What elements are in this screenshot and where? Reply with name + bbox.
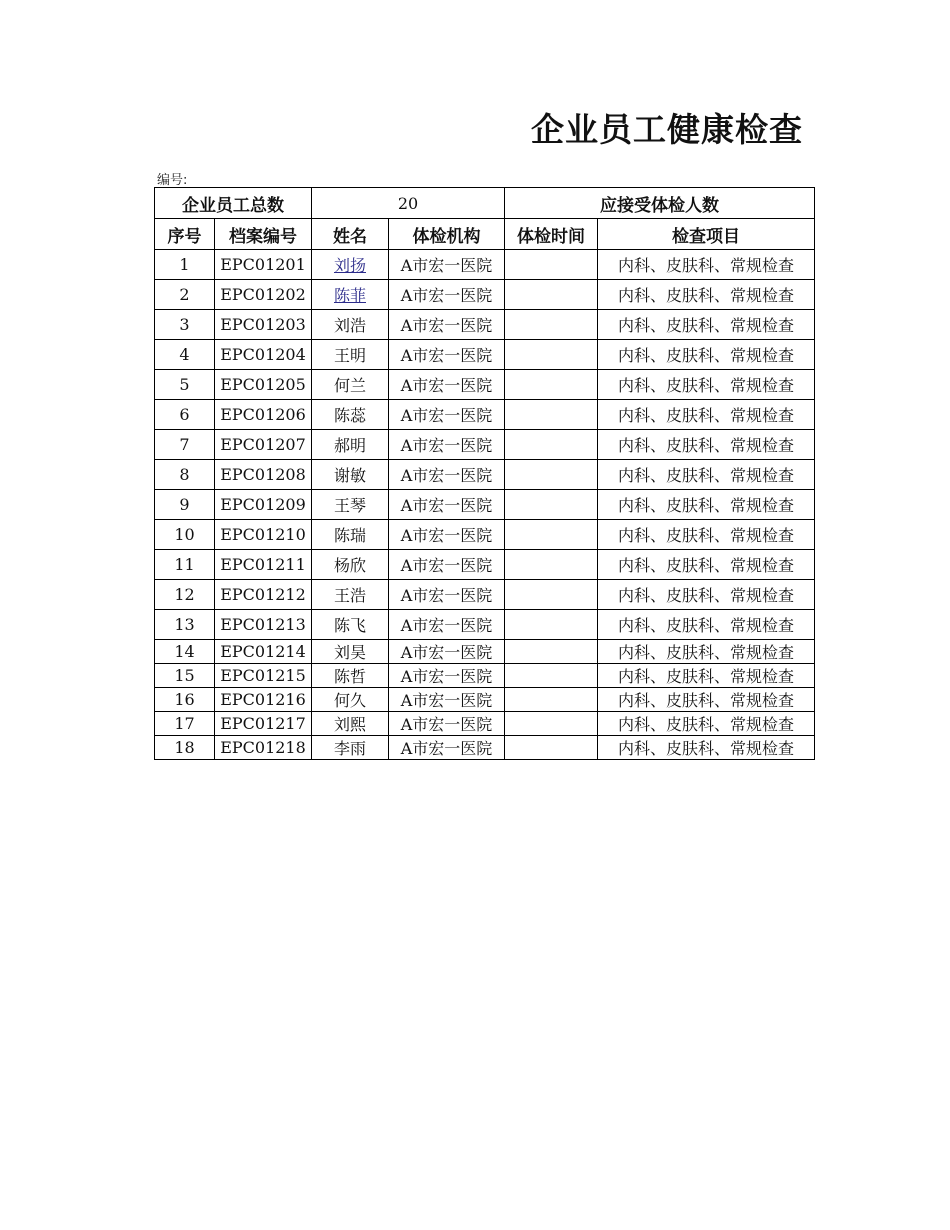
cell-serial-no[interactable]: 10 (155, 520, 215, 550)
cell-institution[interactable]: A市宏一医院 (389, 640, 505, 664)
table-row (155, 340, 815, 370)
cell-name[interactable]: 陈蕊 (312, 400, 389, 430)
cell-exam-time[interactable] (505, 640, 598, 664)
cell-institution[interactable]: A市宏一医院 (389, 520, 505, 550)
cell-file-id[interactable]: EPC01218 (215, 736, 312, 760)
cell-name[interactable]: 刘熙 (312, 712, 389, 736)
cell-serial-no[interactable]: 8 (155, 460, 215, 490)
cell-file-id[interactable]: EPC01201 (215, 250, 312, 280)
summary-row (155, 188, 815, 219)
cell-institution[interactable]: A市宏一医院 (389, 430, 505, 460)
cell-institution[interactable]: A市宏一医院 (389, 550, 505, 580)
table-row (155, 712, 815, 736)
cell-exam-time[interactable] (505, 310, 598, 340)
cell-name[interactable]: 刘浩 (312, 310, 389, 340)
cell-name[interactable]: 何久 (312, 688, 389, 712)
cell-exam-time[interactable] (505, 460, 598, 490)
cell-file-id[interactable]: EPC01207 (215, 430, 312, 460)
cell-institution[interactable]: A市宏一医院 (389, 490, 505, 520)
cell-institution[interactable]: A市宏一医院 (389, 310, 505, 340)
cell-exam-items[interactable]: 内科、皮肤科、常规检查 (598, 640, 815, 664)
cell-exam-items[interactable]: 内科、皮肤科、常规检查 (598, 490, 815, 520)
cell-exam-time[interactable] (505, 490, 598, 520)
page-title: 企业员工健康检查 (531, 110, 803, 149)
cell-serial-no[interactable]: 1 (155, 250, 215, 280)
cell-name[interactable]: 谢敏 (312, 460, 389, 490)
cell-exam-items[interactable]: 内科、皮肤科、常规检查 (598, 460, 815, 490)
cell-name[interactable]: 王琴 (312, 490, 389, 520)
cell-exam-items[interactable]: 内科、皮肤科、常规检查 (598, 736, 815, 760)
cell-file-id[interactable]: EPC01204 (215, 340, 312, 370)
header-row (155, 219, 815, 250)
cell-name[interactable]: 陈菲 (312, 280, 389, 310)
cell-exam-time[interactable] (505, 580, 598, 610)
cell-institution[interactable]: A市宏一医院 (389, 736, 505, 760)
cell-institution[interactable]: A市宏一医院 (389, 460, 505, 490)
table-row (155, 280, 815, 310)
cell-serial-no[interactable]: 11 (155, 550, 215, 580)
cell-institution[interactable]: A市宏一医院 (389, 580, 505, 610)
header-exam-time: 体检时间 (505, 219, 598, 250)
table-row (155, 250, 815, 280)
cell-serial-no[interactable]: 9 (155, 490, 215, 520)
cell-exam-items[interactable]: 内科、皮肤科、常规检查 (598, 550, 815, 580)
cell-exam-items[interactable]: 内科、皮肤科、常规检查 (598, 664, 815, 688)
employee-checkup-table (154, 187, 815, 760)
cell-institution[interactable]: A市宏一医院 (389, 370, 505, 400)
table-row (155, 430, 815, 460)
cell-name[interactable]: 何兰 (312, 370, 389, 400)
cell-serial-no[interactable]: 6 (155, 400, 215, 430)
cell-file-id[interactable]: EPC01212 (215, 580, 312, 610)
cell-exam-time[interactable] (505, 736, 598, 760)
cell-serial-no[interactable]: 13 (155, 610, 215, 640)
cell-serial-no[interactable]: 16 (155, 688, 215, 712)
header-exam-items: 检查项目 (598, 219, 815, 250)
cell-name[interactable]: 陈飞 (312, 610, 389, 640)
cell-exam-items[interactable]: 内科、皮肤科、常规检查 (598, 712, 815, 736)
cell-file-id[interactable]: EPC01215 (215, 664, 312, 688)
cell-institution[interactable]: A市宏一医院 (389, 712, 505, 736)
cell-serial-no[interactable]: 3 (155, 310, 215, 340)
cell-institution[interactable]: A市宏一医院 (389, 250, 505, 280)
cell-file-id[interactable]: EPC01214 (215, 640, 312, 664)
cell-serial-no[interactable]: 18 (155, 736, 215, 760)
cell-file-id[interactable]: EPC01211 (215, 550, 312, 580)
cell-serial-no[interactable]: 12 (155, 580, 215, 610)
cell-exam-items[interactable]: 内科、皮肤科、常规检查 (598, 250, 815, 280)
cell-exam-time[interactable] (505, 664, 598, 688)
cell-name[interactable]: 杨欣 (312, 550, 389, 580)
header-serial-no: 序号 (155, 219, 215, 250)
cell-exam-time[interactable] (505, 340, 598, 370)
cell-exam-time[interactable] (505, 370, 598, 400)
cell-name[interactable]: 王明 (312, 340, 389, 370)
table-row (155, 490, 815, 520)
cell-file-id[interactable]: EPC01202 (215, 280, 312, 310)
cell-exam-time[interactable] (505, 688, 598, 712)
total-employees-value[interactable]: 20 (312, 188, 505, 219)
table-row (155, 736, 815, 760)
cell-institution[interactable]: A市宏一医院 (389, 610, 505, 640)
cell-file-id[interactable]: EPC01203 (215, 310, 312, 340)
cell-exam-time[interactable] (505, 250, 598, 280)
cell-exam-time[interactable] (505, 430, 598, 460)
table-row (155, 640, 815, 664)
cell-institution[interactable]: A市宏一医院 (389, 280, 505, 310)
cell-exam-items[interactable]: 内科、皮肤科、常规检查 (598, 688, 815, 712)
cell-exam-items[interactable]: 内科、皮肤科、常规检查 (598, 310, 815, 340)
table-row (155, 688, 815, 712)
table-row (155, 664, 815, 688)
cell-file-id[interactable]: EPC01206 (215, 400, 312, 430)
table-row (155, 520, 815, 550)
cell-exam-items[interactable]: 内科、皮肤科、常规检查 (598, 280, 815, 310)
cell-serial-no[interactable]: 17 (155, 712, 215, 736)
cell-file-id[interactable]: EPC01210 (215, 520, 312, 550)
cell-exam-time[interactable] (505, 610, 598, 640)
header-file-id: 档案编号 (215, 219, 312, 250)
cell-serial-no[interactable]: 4 (155, 340, 215, 370)
cell-exam-time[interactable] (505, 550, 598, 580)
cell-exam-items[interactable]: 内科、皮肤科、常规检查 (598, 580, 815, 610)
cell-serial-no[interactable]: 14 (155, 640, 215, 664)
cell-name[interactable]: 刘扬 (312, 250, 389, 280)
cell-exam-items[interactable]: 内科、皮肤科、常规检查 (598, 610, 815, 640)
cell-serial-no[interactable]: 15 (155, 664, 215, 688)
cell-exam-time[interactable] (505, 400, 598, 430)
cell-exam-time[interactable] (505, 712, 598, 736)
table-row (155, 610, 815, 640)
cell-name[interactable]: 郝明 (312, 430, 389, 460)
cell-exam-time[interactable] (505, 520, 598, 550)
cell-exam-items[interactable]: 内科、皮肤科、常规检查 (598, 370, 815, 400)
cell-name[interactable]: 王浩 (312, 580, 389, 610)
cell-exam-time[interactable] (505, 280, 598, 310)
table-row (155, 370, 815, 400)
cell-exam-items[interactable]: 内科、皮肤科、常规检查 (598, 430, 815, 460)
cell-institution[interactable]: A市宏一医院 (389, 400, 505, 430)
cell-institution[interactable]: A市宏一医院 (389, 340, 505, 370)
cell-exam-items[interactable]: 内科、皮肤科、常规检查 (598, 520, 815, 550)
cell-exam-items[interactable]: 内科、皮肤科、常规检查 (598, 400, 815, 430)
table-row (155, 400, 815, 430)
total-employees-label: 企业员工总数 (155, 188, 312, 219)
header-institution: 体检机构 (389, 219, 505, 250)
cell-name[interactable]: 陈瑞 (312, 520, 389, 550)
expected-examinees-label: 应接受体检人数 (505, 188, 815, 219)
table-row (155, 580, 815, 610)
cell-file-id[interactable]: EPC01217 (215, 712, 312, 736)
cell-file-id[interactable]: EPC01205 (215, 370, 312, 400)
table-row (155, 460, 815, 490)
cell-file-id[interactable]: EPC01213 (215, 610, 312, 640)
cell-file-id[interactable]: EPC01208 (215, 460, 312, 490)
cell-name[interactable]: 刘昊 (312, 640, 389, 664)
cell-file-id[interactable]: EPC01216 (215, 688, 312, 712)
cell-exam-items[interactable]: 内科、皮肤科、常规检查 (598, 340, 815, 370)
cell-name[interactable]: 陈哲 (312, 664, 389, 688)
table-row (155, 310, 815, 340)
serial-number-label: 编号: (157, 173, 188, 188)
cell-file-id[interactable]: EPC01209 (215, 490, 312, 520)
cell-serial-no[interactable]: 2 (155, 280, 215, 310)
cell-serial-no[interactable]: 5 (155, 370, 215, 400)
header-name: 姓名 (312, 219, 389, 250)
cell-institution[interactable]: A市宏一医院 (389, 664, 505, 688)
cell-serial-no[interactable]: 7 (155, 430, 215, 460)
table-row (155, 550, 815, 580)
cell-name[interactable]: 李雨 (312, 736, 389, 760)
cell-institution[interactable]: A市宏一医院 (389, 688, 505, 712)
